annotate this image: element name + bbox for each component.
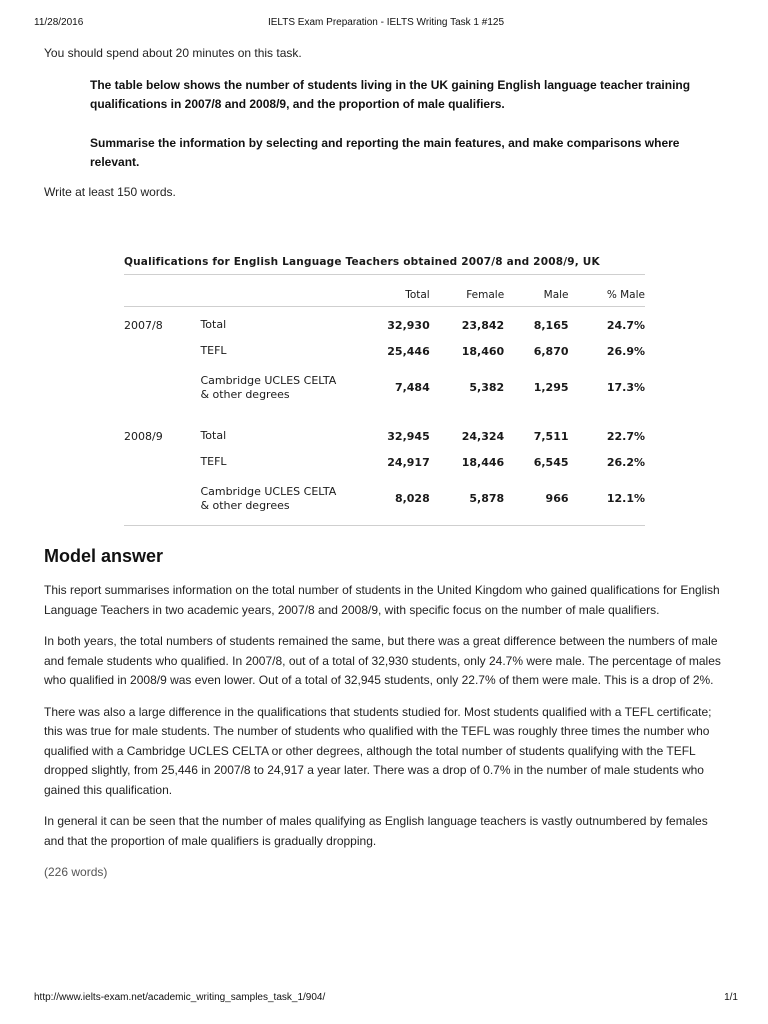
table-row [124, 338, 645, 364]
header-year-blank [124, 275, 200, 307]
column-header-female: Female [430, 275, 504, 307]
print-title: IELTS Exam Preparation - IELTS Writing Task 1 #125 [267, 17, 505, 28]
cell-total: 25,446 [387, 344, 430, 358]
model-answer-paragraph: This report summarises information on the total number of students in the United Kingdom who gained qualifications for English Language Teachers in two academic years, 2007/8 and 2008/9, with specific focus on the number of male qualifiers. [44, 583, 720, 617]
cell-male: 6,870 [533, 344, 569, 358]
header-label-blank [200, 275, 351, 307]
print-header [34, 17, 738, 31]
row-label-line-2: & other degrees [200, 498, 290, 512]
cell-male: 7,511 [533, 429, 569, 443]
row-label-line-1: Cambridge UCLES CELTA [200, 484, 337, 498]
row-label [200, 475, 351, 526]
model-answer-heading: Model answer [44, 546, 164, 566]
word-count: (226 words) [44, 865, 108, 879]
cell-female: 24,324 [461, 429, 505, 443]
cell-total: 24,917 [387, 455, 430, 469]
row-label [200, 364, 351, 411]
table-row [124, 411, 645, 449]
cell-female: 5,878 [430, 475, 504, 526]
cell-pct-male: 22.7% [606, 429, 645, 443]
table-row [124, 364, 645, 411]
task-section [44, 44, 728, 202]
task-intro: You should spend about 20 minutes on this task. [44, 46, 302, 60]
column-header-total: Total [351, 275, 429, 307]
cell-total: 8,028 [351, 475, 429, 526]
table-row [124, 449, 645, 475]
row-label-line-2: & other degrees [200, 387, 290, 401]
table-row [124, 475, 645, 526]
word-requirement: Write at least 150 words. [44, 184, 176, 199]
cell-total: 7,484 [394, 381, 430, 394]
cell-pct-male: 17.3% [606, 381, 645, 394]
cell-male: 8,165 [533, 318, 569, 332]
cell-male: 6,545 [533, 455, 569, 469]
row-label: TEFL [200, 344, 227, 357]
cell-pct-male: 24.7% [606, 318, 645, 332]
cell-female: 5,382 [469, 381, 505, 394]
model-answer-paragraph: In general it can be seen that the number of males qualifying as English language teachers is vastly outnumbered by females and that the proportion of male qualifiers is gradually dropping. [44, 814, 708, 848]
row-label: Total [200, 318, 227, 331]
cell-female: 18,460 [461, 344, 505, 358]
model-answer-paragraph: There was also a large difference in the qualifications that students studied for. Most students qualified with a TEFL certificate; this was true for male students. The number of students who qualified with the TEFL was roughly three times the number who qualified with a Cambridge UCLES CELTA or other degrees, although the total number of students qualifying with the TEFL dropped slightly, from 25,446 in 2007/8 to 24,917 a year later. There was a drop of 0.7% in the number of male students who gained this qualification. [44, 704, 712, 797]
row-year: 2008/9 [124, 429, 163, 443]
cell-total: 32,930 [387, 318, 430, 332]
cell-female: 18,446 [461, 455, 505, 469]
table-row [124, 307, 645, 339]
task-prompt-instruction: Summarise the information by selecting and reporting the main features, and make comparisons where relevant. [90, 135, 680, 169]
column-header-pct-male: % Male [569, 275, 645, 307]
table-title: Qualifications for English Language Teachers obtained 2007/8 and 2008/9, UK [124, 256, 645, 275]
table-header-row [124, 275, 645, 307]
column-header-male: Male [504, 275, 568, 307]
model-answer-section [44, 546, 728, 895]
cell-female: 23,842 [461, 318, 505, 332]
print-footer [34, 992, 738, 1006]
row-label: Total [200, 429, 227, 442]
cell-total: 32,945 [387, 429, 430, 443]
qualifications-table [124, 275, 645, 526]
task-prompt-description: The table below shows the number of students living in the UK gaining English language teacher training qualifications in 2007/8 and 2008/9, and the proportion of male qualifiers. [90, 77, 691, 111]
cell-pct-male: 26.9% [606, 344, 645, 358]
page-url: http://www.ielts-exam.net/academic_writing_samples_task_1/904/ [34, 992, 326, 1003]
row-label: TEFL [200, 455, 227, 468]
cell-male: 1,295 [533, 381, 569, 394]
row-year: 2007/8 [124, 318, 163, 332]
task-prompt [90, 76, 728, 173]
model-answer-paragraph: In both years, the total numbers of students remained the same, but there was a great difference between the numbers of male and female students who qualified. In 2007/8, out of a total of 32,930 students, only 24.7% were male. The percentage of males who qualified in 2008/9 was even lower. Out of a total of 32,945 students, only 22.7% of them were male. This is a drop of 2%. [44, 634, 721, 687]
cell-pct-male: 12.1% [569, 475, 645, 526]
cell-pct-male: 26.2% [606, 455, 645, 469]
qualifications-table-block [124, 256, 645, 526]
row-label-line-1: Cambridge UCLES CELTA [200, 373, 337, 387]
cell-male: 966 [504, 475, 568, 526]
print-date: 11/28/2016 [34, 17, 84, 28]
page-number: 1/1 [724, 992, 738, 1003]
